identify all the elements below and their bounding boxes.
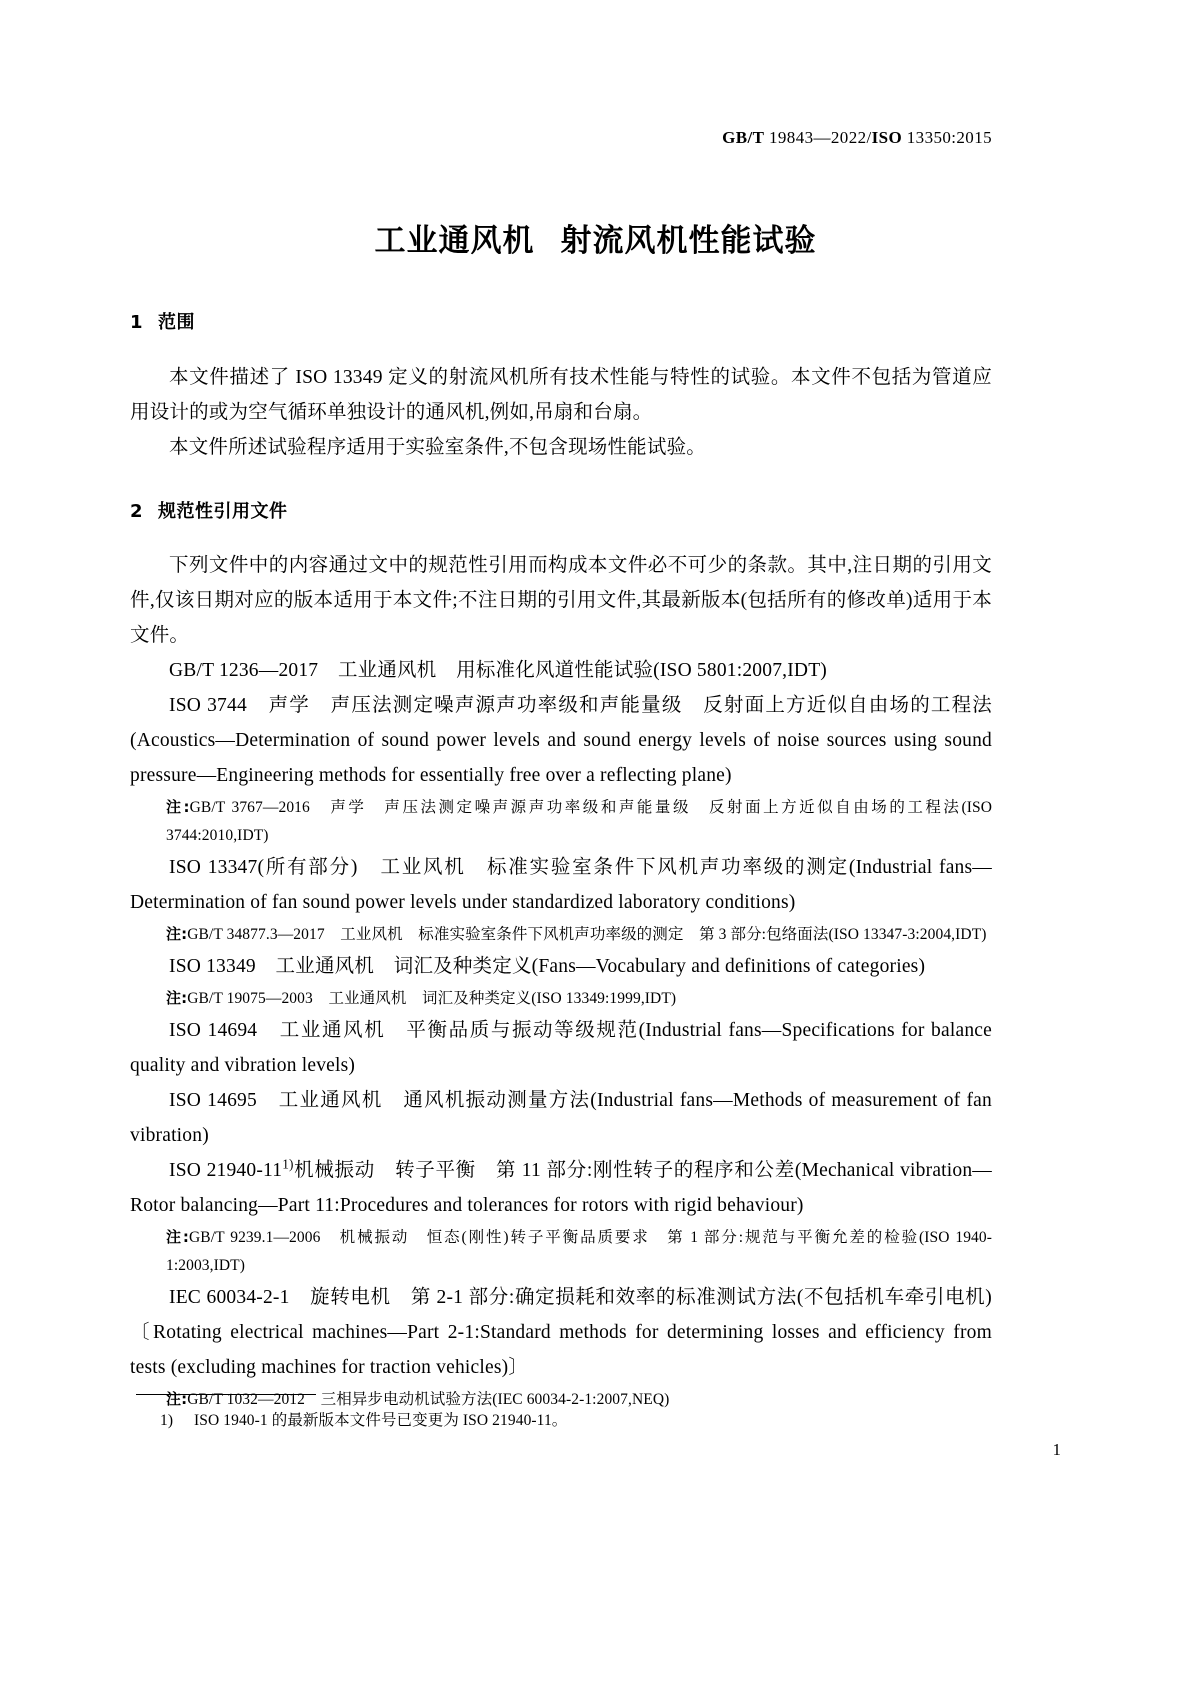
reference-entry: ISO 14695 工业通风机 通风机振动测量方法(Industrial fans—Methods of measurement of fan vibration)	[130, 1090, 992, 1147]
note-label: 注:	[166, 989, 188, 1008]
note-label: 注:	[166, 1228, 190, 1247]
footnote-mark: 1)	[160, 1412, 174, 1429]
reference-entry: ISO 3744 声学 声压法测定噪声源声功率级和声能量级 反射面上方近似自由场的工程法(Acoustics—Determination of sound power levels and sound energy levels of noise sources using sound pressure—Engineering methods for essentially free over a reflecting plane)	[130, 695, 992, 787]
reference-entry: GB/T 1236—2017 工业通风机 用标准化风道性能试验(ISO 5801:2007,IDT)	[169, 660, 828, 682]
title-part-2: 射流风机性能试验	[560, 223, 817, 259]
note-text: GB/T 9239.1—2006 机械振动 恒态(刚性)转子平衡品质要求 第 1 部分:规范与平衡允差的检验(ISO 1940-1:2003,IDT)	[166, 1229, 993, 1275]
spacer	[130, 465, 992, 501]
reference-entry: ISO 13349 工业通风机 词汇及种类定义(Fans—Vocabulary and definitions of categories)	[169, 956, 926, 978]
note-label: 注:	[166, 798, 190, 817]
section-1-paragraph-1: 本文件描述了 ISO 13349 定义的射流风机所有技术性能与特性的试验。本文件不包括为管道应用设计的或为空气循环单独设计的通风机,例如,吊扇和台扇。	[130, 366, 992, 423]
document-body	[130, 312, 992, 1414]
header-iso-label: ISO	[871, 128, 903, 147]
reference-title: 机械振动 转子平衡 第 11 部分:刚性转子的程序和公差(Mechanical vibration—Rotor balancing—Part 11:Procedures and tolerances for rotors with rigid behaviour)	[130, 1160, 993, 1217]
footnote	[160, 1408, 960, 1434]
reference-note	[130, 793, 992, 850]
running-header	[130, 128, 992, 148]
reference-entry: IEC 60034-2-1 旋转电机 第 2-1 部分:确定损耗和效率的标准测试方法(不包括机车牵引电机)〔Rotating electrical machines—Part 2-1:Standard methods for determining losses and efficiency from tests (excluding machines for traction vehicles)〕	[130, 1287, 992, 1379]
footnote-marker: 1)	[282, 1156, 294, 1172]
reference-entry	[130, 1153, 992, 1223]
title-part-1: 工业通风机	[374, 223, 535, 259]
section-title-1: 范围	[158, 312, 195, 333]
reference-designation: ISO 21940-11	[169, 1160, 283, 1182]
note-label: 注:	[166, 925, 188, 944]
footnote-text: ISO 1940-1 的最新版本文件号已变更为 ISO 21940-11。	[194, 1412, 568, 1429]
spacer	[130, 334, 992, 360]
header-standard-code: GB/T	[722, 128, 765, 147]
note-text: GB/T 34877.3—2017 工业风机 标准实验室条件下风机声功率级的测定 第 3 部分:包络面法(ISO 13347-3:2004,IDT)	[187, 926, 987, 944]
note-text: GB/T 1032—2012 三相异步电动机试验方法(IEC 60034-2-1:2007,NEQ)	[187, 1391, 670, 1409]
section-number-1: 1	[130, 312, 144, 333]
note-text: GB/T 3767—2016 声学 声压法测定噪声源声功率级和声能量级 反射面上方近似自由场的工程法(ISO 3744:2010,IDT)	[166, 799, 992, 845]
reference-entry: ISO 13347(所有部分) 工业风机 标准实验室条件下风机声功率级的测定(Industrial fans—Determination of fan sound power levels under standardized laboratory conditions)	[130, 857, 992, 914]
section-heading-2	[130, 501, 992, 523]
header-iso-number: 13350:2015	[902, 128, 992, 147]
spacer	[130, 522, 992, 548]
section-1-paragraph-2: 本文件所述试验程序适用于实验室条件,不包含现场性能试验。	[169, 436, 706, 458]
reference-note	[130, 984, 992, 1013]
reference-entry: ISO 14694 工业通风机 平衡品质与振动等级规范(Industrial fans—Specifications for balance quality and vibration levels)	[130, 1020, 992, 1077]
reference-note	[130, 1223, 992, 1280]
section-title-2: 规范性引用文件	[158, 500, 288, 522]
note-label: 注:	[166, 1390, 188, 1409]
section-heading-1	[130, 312, 992, 334]
note-text: GB/T 19075—2003 工业通风机 词汇及种类定义(ISO 13349:1999,IDT)	[187, 990, 677, 1008]
section-2-paragraph-1: 下列文件中的内容通过文中的规范性引用而构成本文件必不可少的条款。其中,注日期的引用文件,仅该日期对应的版本适用于本文件;不注日期的引用文件,其最新版本(包括所有的修改单)适用于本文件。	[130, 555, 992, 647]
reference-note	[130, 920, 992, 949]
section-number-2: 2	[130, 500, 144, 522]
page-number: 1	[1052, 1440, 1061, 1459]
footnote-separator	[136, 1394, 316, 1395]
page-title	[0, 215, 1191, 260]
header-standard-number: 19843—2022/	[764, 128, 872, 147]
